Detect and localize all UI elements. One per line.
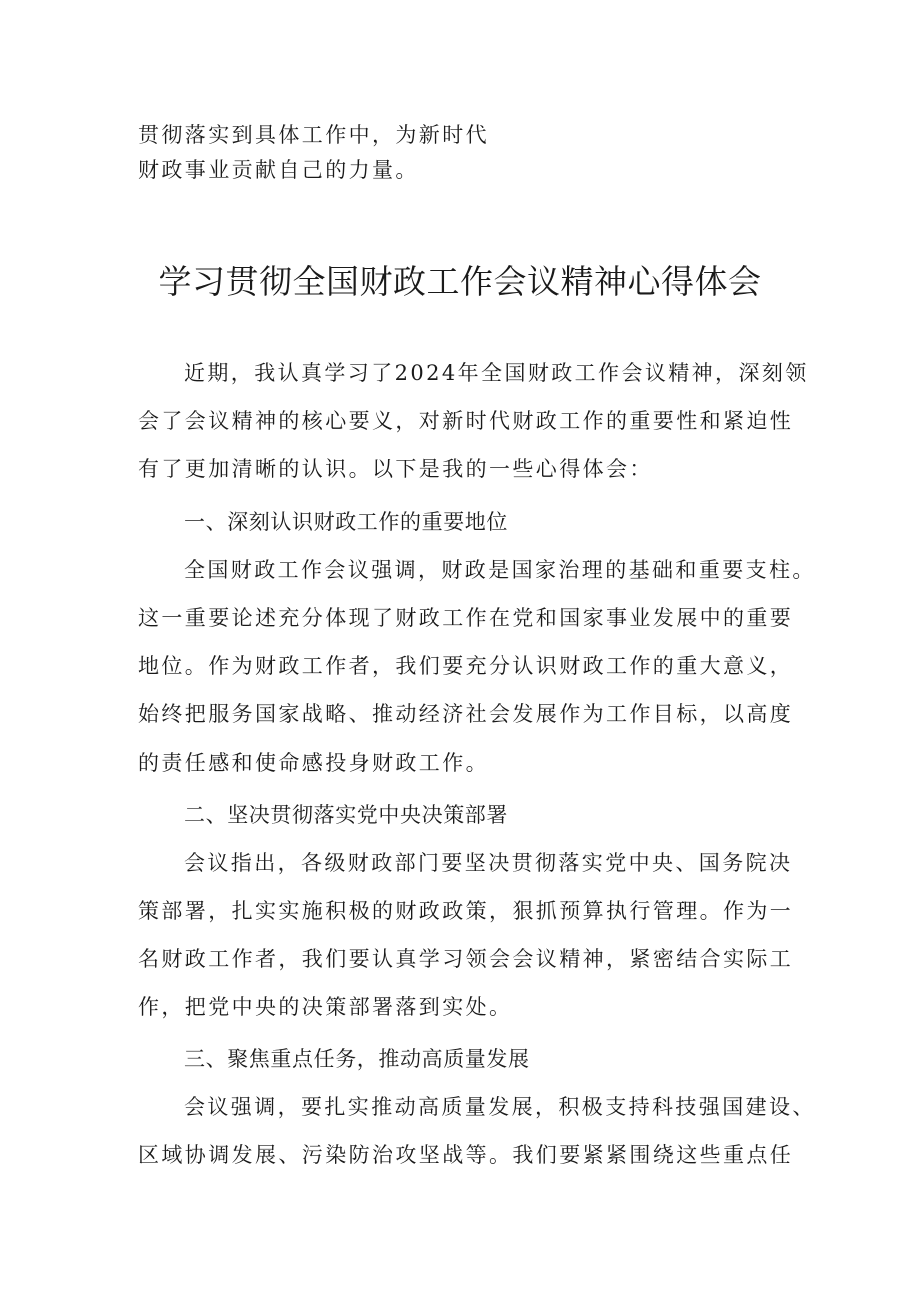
section-1-line-1: 全国财政工作会议强调，财政是国家治理的基础和重要支柱。: [184, 558, 816, 582]
section-1-heading: 一、深刻认识财政工作的重要地位: [184, 510, 508, 534]
section-2-line-4: 作，把党中央的决策部署落到实处。: [138, 995, 513, 1019]
intro-fragment-line-1: 贯彻落实到具体工作中，为新时代: [138, 123, 489, 147]
intro-fragment-line-2: 财政事业贡献自己的力量。: [138, 158, 419, 182]
section-2-heading: 二、坚决贯彻落实党中央决策部署: [184, 803, 508, 827]
section-2-line-1: 会议指出，各级财政部门要坚决贯彻落实党中央、国务院决: [184, 851, 793, 875]
section-1-line-3: 地位。作为财政工作者，我们要充分认识财政工作的重大意义，: [138, 654, 794, 678]
section-2-line-3: 名财政工作者，我们要认真学习领会会议精神，紧密结合实际工: [138, 947, 794, 971]
section-2-line-2: 策部署，扎实实施积极的财政政策，狠抓预算执行管理。作为一: [138, 899, 794, 923]
section-3-line-1: 会议强调，要扎实推动高质量发展，积极支持科技强国建设、: [184, 1095, 816, 1119]
section-1-line-5: 的责任感和使命感投身财政工作。: [138, 751, 489, 775]
section-1-line-4: 始终把服务国家战略、推动经济社会发展作为工作目标，以高度: [138, 702, 794, 726]
section-1-line-2: 这一重要论述充分体现了财政工作在党和国家事业发展中的重要: [138, 606, 794, 630]
section-3-line-2: 区域协调发展、污染防治攻坚战等。我们要紧紧围绕这些重点任: [138, 1143, 794, 1167]
opening-line-2: 会了会议精神的核心要义，对新时代财政工作的重要性和紧迫性: [138, 409, 794, 433]
opening-line-3: 有了更加清晰的认识。以下是我的一些心得体会：: [138, 457, 653, 481]
opening-line-1: 近期，我认真学习了2024年全国财政工作会议精神，深刻领: [184, 361, 809, 385]
document-title: 学习贯彻全国财政工作会议精神心得体会: [158, 262, 762, 301]
section-3-heading: 三、聚焦重点任务，推动高质量发展: [184, 1047, 530, 1071]
